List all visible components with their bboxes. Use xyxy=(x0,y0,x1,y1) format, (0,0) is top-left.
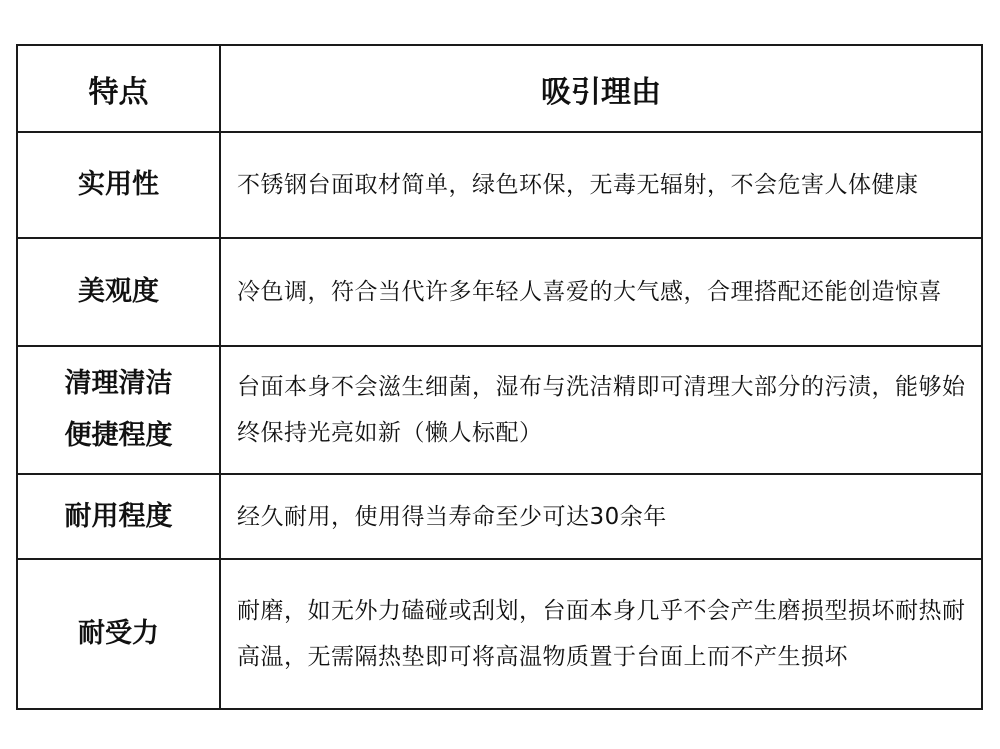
feature-cell: 美观度 xyxy=(17,238,220,346)
reason-cell: 台面本身不会滋生细菌，湿布与洗洁精即可清理大部分的污渍，能够始终保持光亮如新（懒人标配） xyxy=(220,346,982,474)
features-table xyxy=(16,44,983,710)
reason-cell: 耐磨，如无外力磕碰或刮划，台面本身几乎不会产生磨损型损坏耐热耐高温，无需隔热垫即可将高温物质置于台面上而不产生损坏 xyxy=(220,559,982,709)
reason-cell: 经久耐用，使用得当寿命至少可达30余年 xyxy=(220,474,982,559)
table-header-row xyxy=(17,45,982,132)
feature-cell: 实用性 xyxy=(17,132,220,238)
table-row xyxy=(17,132,982,238)
table-row xyxy=(17,238,982,346)
table-row xyxy=(17,559,982,709)
feature-cell: 耐受力 xyxy=(17,559,220,709)
header-feature: 特点 xyxy=(17,45,220,132)
reason-cell: 不锈钢台面取材简单，绿色环保，无毒无辐射，不会危害人体健康 xyxy=(220,132,982,238)
reason-cell: 冷色调，符合当代许多年轻人喜爱的大气感，合理搭配还能创造惊喜 xyxy=(220,238,982,346)
table-row xyxy=(17,474,982,559)
feature-cell: 耐用程度 xyxy=(17,474,220,559)
header-reason: 吸引理由 xyxy=(220,45,982,132)
feature-cell: 清理清洁便捷程度 xyxy=(17,346,220,474)
table-row xyxy=(17,346,982,474)
